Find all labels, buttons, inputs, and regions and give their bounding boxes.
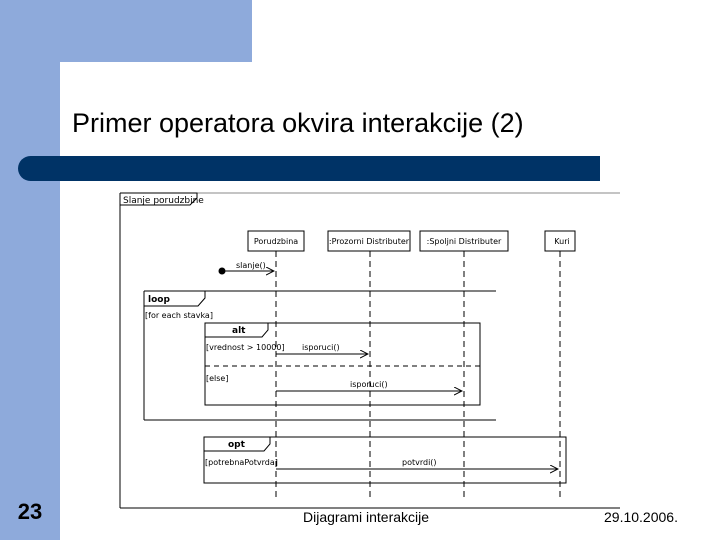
message-label-potvrdi: potvrdi()	[402, 458, 437, 467]
slide-title: Primer operatora okvira interakcije (2)	[72, 108, 524, 138]
message-label-isporuci-2: isporuci()	[350, 380, 388, 389]
alt-fragment	[205, 323, 480, 405]
alt-guard-1: [vrednost > 10000]	[206, 343, 285, 352]
footer-date: 29.10.2006.	[604, 509, 678, 525]
message-label-slanje: slanje()	[236, 261, 266, 270]
slide-number: 23	[17, 499, 43, 524]
loop-guard: [for each stavka]	[145, 311, 213, 320]
frame-label: Slanje porudzbine	[123, 196, 204, 206]
footer-subject: Dijagrami interakcije	[303, 509, 430, 525]
alt-operator-label: alt	[232, 326, 246, 336]
lifeline-label-spoljni: :Spoljni Distributer	[426, 237, 502, 246]
loop-operator-label: loop	[148, 295, 170, 305]
alt-guard-2: [else]	[206, 374, 229, 383]
opt-operator-label: opt	[228, 440, 245, 450]
opt-guard: [potrebnaPotvrda]	[205, 458, 278, 467]
lifeline-label-kuri: Kuri	[554, 237, 570, 246]
lifeline-label-prozorni: :Prozorni Distributer	[328, 237, 410, 246]
lifeline-label-porudzbina: Porudzbina	[253, 237, 299, 246]
message-label-isporuci-1: isporuci()	[302, 343, 340, 352]
